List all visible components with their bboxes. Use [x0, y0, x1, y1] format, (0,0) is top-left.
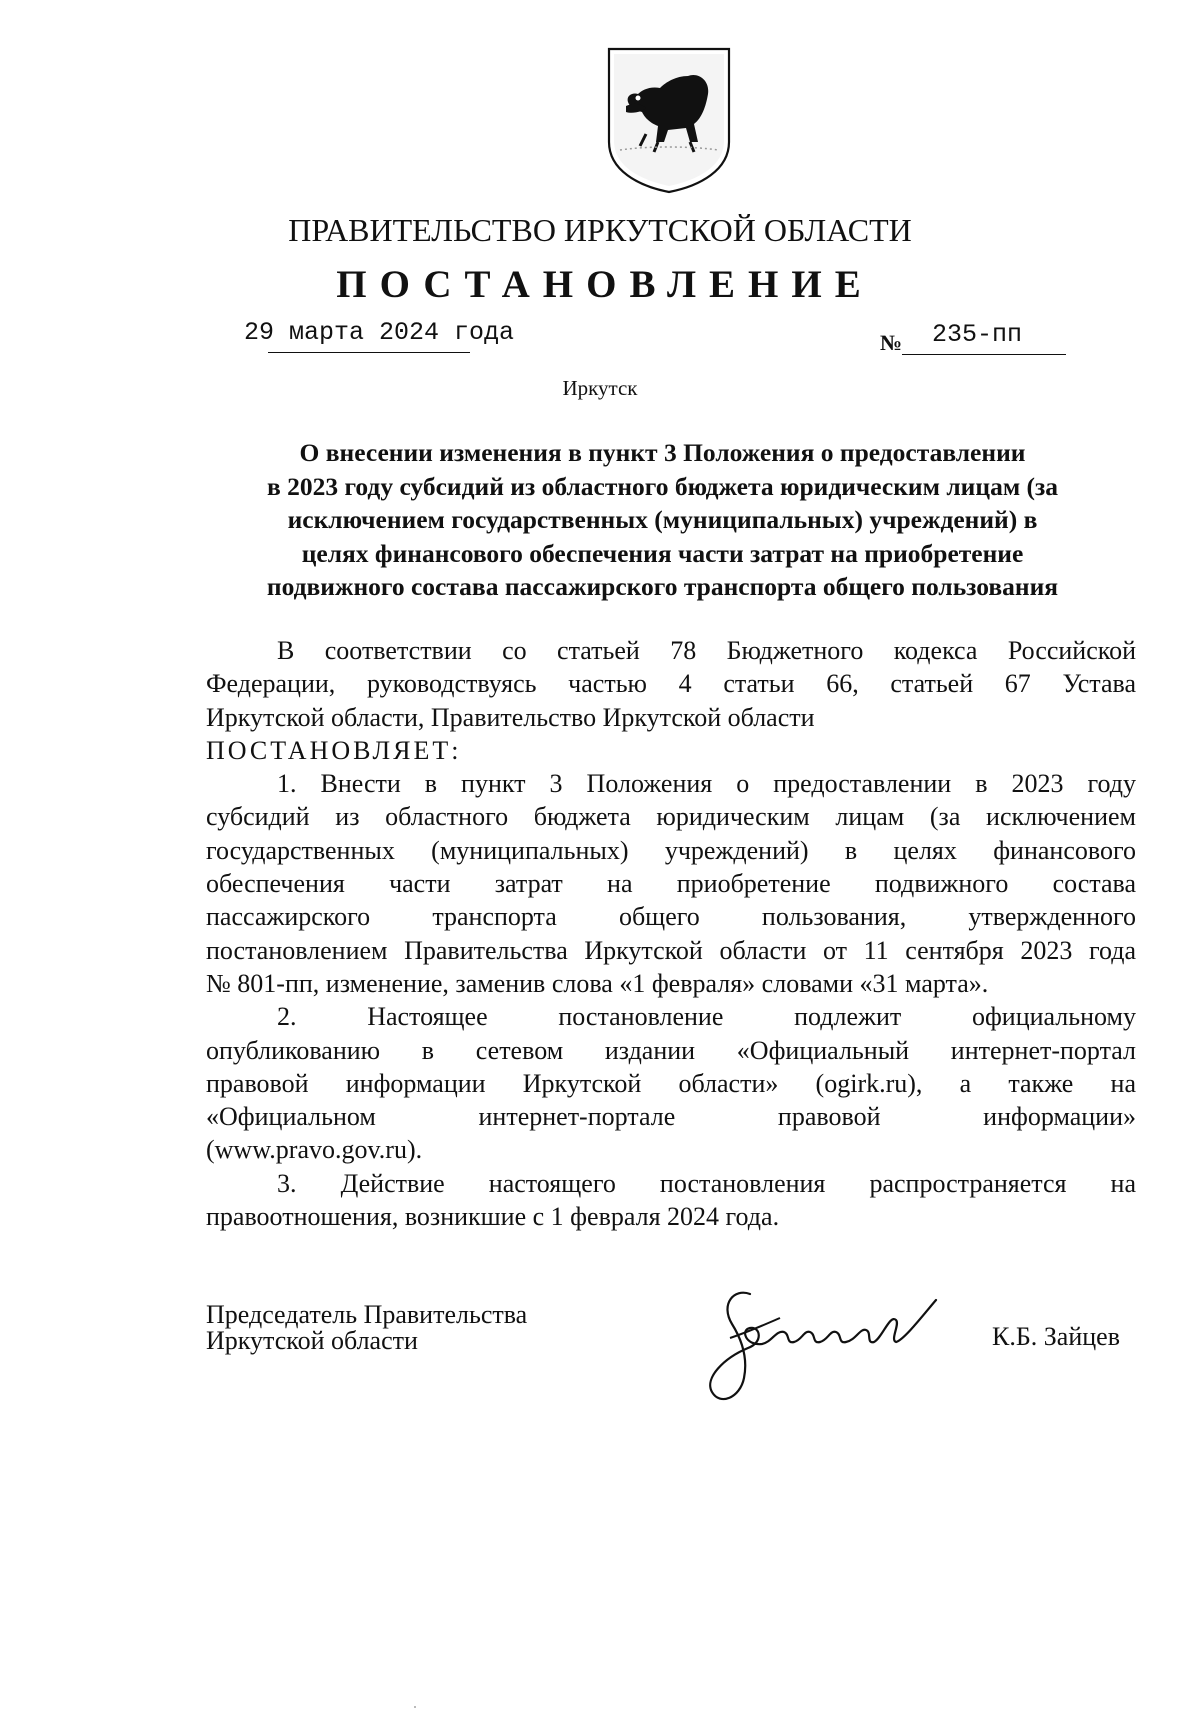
- number-label: №: [880, 330, 903, 355]
- signatory-name: К.Б. Зайцев: [992, 1322, 1120, 1351]
- organization-name: ПРАВИТЕЛЬСТВО ИРКУТСКОЙ ОБЛАСТИ: [288, 212, 912, 248]
- body-line: постановлением Правительства Иркутской области от 11 сентября 2023 года: [206, 935, 1136, 965]
- signatory-title-line: Иркутской области: [206, 1326, 418, 1355]
- body-line: В соответствии со статьей 78 Бюджетного кодекса Российской: [277, 636, 1136, 665]
- body-line: 3. Действие настоящего постановления распространяется на: [277, 1168, 1136, 1198]
- title-line: подвижного состава пассажирского транспорта общего пользования: [266, 572, 1059, 601]
- body-line: обеспечения части затрат на приобретение подвижного состава: [206, 869, 1136, 899]
- title-line: О внесении изменения в пункт 3 Положения о предоставлении: [299, 438, 1026, 467]
- document-body: [206, 634, 1136, 1233]
- body-line: № 801-пп, изменение, заменив слова «1 февраля» словами «31 марта».: [206, 968, 989, 998]
- body-line: «Официальном интернет-портале правовой информации»: [206, 1102, 1136, 1132]
- document-type: ПОСТАНОВЛЕНИЕ: [336, 263, 874, 306]
- body-line: Федерации, руководствуясь частью 4 статьи 66, статьей 67 Устава: [206, 669, 1136, 699]
- scan-speck: [414, 1706, 416, 1708]
- body-line: пассажирского транспорта общего пользования, утвержденного: [206, 902, 1136, 932]
- coat-of-arms-emblem: [606, 46, 732, 194]
- title-line: целях финансового обеспечения части затрат на приобретение: [301, 538, 1024, 568]
- signatory-title-line: Председатель Правительства: [206, 1300, 528, 1329]
- body-line: Иркутской области, Правительство Иркутской области: [206, 702, 815, 732]
- body-line: правовой информации Иркутской области» (ogirk.ru), а также на: [206, 1068, 1136, 1098]
- title-line: исключением государственных (муниципальных) учреждений) в: [287, 505, 1038, 534]
- body-line: (www.pravo.gov.ru).: [206, 1135, 423, 1165]
- city-name: Иркутск: [562, 376, 638, 400]
- date-underline: [268, 352, 470, 353]
- body-line: опубликованию в сетевом издании «Официальный интернет-портал: [206, 1035, 1136, 1065]
- body-line: государственных (муниципальных) учреждений) в целях финансового: [206, 835, 1136, 865]
- document-number: 235-пп: [932, 320, 1023, 349]
- body-line: правоотношения, возникшие с 1 февраля 2024 года.: [206, 1202, 780, 1232]
- number-underline: [902, 354, 1066, 355]
- signatory-title: [206, 1302, 527, 1354]
- handwritten-signature: [690, 1274, 960, 1424]
- document-title: [205, 436, 1120, 604]
- body-line: субсидий из областного бюджета юридическим лицам (за исключением: [206, 802, 1136, 832]
- body-line: 2. Настоящее постановление подлежит официальному: [277, 1002, 1136, 1032]
- document-date: 29 марта 2024 года: [244, 318, 515, 347]
- body-line: 1. Внести в пункт 3 Положения о предоставлении в 2023 году: [277, 769, 1136, 799]
- resolves-word: ПОСТАНОВЛЯЕТ:: [206, 735, 462, 765]
- title-line: в 2023 году субсидий из областного бюджета юридическим лицам (за: [266, 471, 1059, 501]
